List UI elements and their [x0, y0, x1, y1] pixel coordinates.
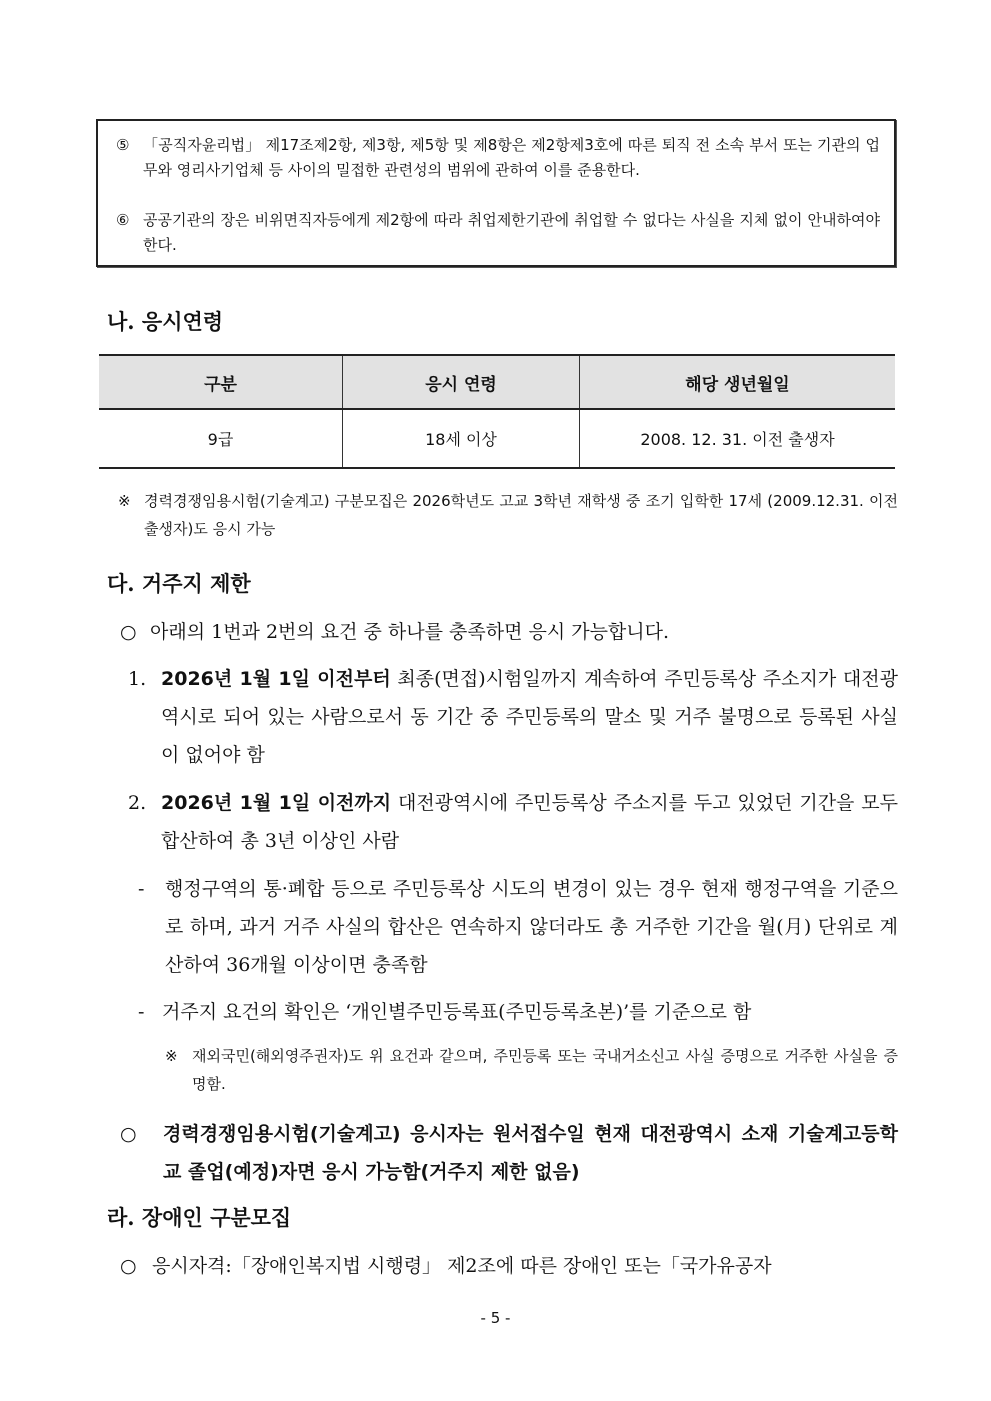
- section-heading-residence: 다. 거주지 제한: [107, 571, 251, 596]
- dash-mark: -: [138, 1001, 145, 1023]
- requirement-text: [161, 784, 898, 860]
- requirement-text: [161, 660, 898, 774]
- dash-item-1: [138, 870, 898, 984]
- law-excerpt-box: [96, 119, 896, 267]
- intro-text: 아래의 1번과 2번의 요건 중 하나를 충족하면 응시 가능합니다.: [150, 621, 670, 643]
- item-text: 「공직자윤리법」 제17조제2항, 제3항, 제5항 및 제8항은 제2항제3호에 따른 퇴직 전 소속 부서 또는 기관의 업무와 영리사기업체 등 사이의 밀접한 관련성의 범위에 관하여 이를 준용한다.: [143, 136, 880, 179]
- note-text: 재외국민(해외영주권자)도 위 요건과 같으며, 주민등록 또는 국내거소신고 사실 증명으로 거주한 사실을 증명함.: [192, 1047, 898, 1093]
- page-number: - 5 -: [480, 1309, 511, 1327]
- technical-school-note: [120, 1115, 898, 1191]
- section-heading-age: 나. 응시연령: [107, 309, 224, 334]
- technical-school-text: 경력경쟁임용시험(기술계고) 응시자는 원서접수일 현재 대전광역시 소재 기술계고등학교 졸업(예정)자면 응시 가능함(거주지 제한 없음): [163, 1123, 898, 1183]
- circle-bullet: ○: [120, 1255, 137, 1277]
- header-age: 응시 연령: [343, 355, 580, 409]
- circle-bullet: ○: [120, 1123, 137, 1145]
- item-text: 공공기관의 장은 비위면직자등에게 제2항에 따라 취업제한기관에 취업할 수 없다는 사실을 지체 없이 안내하여야 한다.: [143, 211, 880, 254]
- requirement-rest: 대전광역시에 주민등록상 주소지를 두고 있었던 기간을 모두 합산하여 총 3년 이상인 사람: [161, 792, 898, 852]
- note-mark: ※: [118, 492, 131, 510]
- eligibility-text: 응시자격:「장애인복지법 시행령」 제2조에 따른 장애인 또는「국가유공자: [152, 1255, 772, 1277]
- circle-bullet: ○: [120, 621, 137, 643]
- header-category: 구분: [99, 355, 343, 409]
- requirement-rest: 최종(면접)시험일까지 계속하여 주민등록상 주소지가 대전광역시로 되어 있는 사람으로서 동 기간 중 주민등록의 말소 및 거주 불명으로 등록된 사실이 없어야 함: [161, 668, 898, 766]
- note-mark: ※: [165, 1047, 178, 1065]
- table-header-row: [99, 355, 895, 409]
- item-number: ⑤: [116, 136, 130, 154]
- section-heading-disability: 라. 장애인 구분모집: [107, 1205, 292, 1230]
- requirement-1: [128, 660, 898, 774]
- disability-eligibility: [120, 1247, 900, 1285]
- dash-text: 행정구역의 통·폐합 등으로 주민등록상 시도의 변경이 있는 경우 현재 행정구역을 기준으로 하며, 과거 거주 사실의 합산은 연속하지 않더라도 총 거주한 기간을 월(月) 단위로 계산하여 36개월 이상이면 충족함: [165, 878, 898, 976]
- dash-mark: -: [138, 878, 145, 900]
- dash-text: 거주지 요건의 확인은 ‘개인별주민등록표(주민등록초본)’를 기준으로 함: [162, 1001, 752, 1023]
- cell-category: 9급: [99, 409, 343, 468]
- requirement-bold: 2026년 1월 1일 이전까지: [161, 792, 392, 814]
- law-item-5: [116, 133, 880, 183]
- table-row: [99, 409, 895, 468]
- age-note: [118, 487, 898, 543]
- item-number: ⑥: [116, 211, 130, 229]
- residence-sub-note: [165, 1042, 898, 1098]
- header-birthdate: 해당 생년월일: [580, 355, 896, 409]
- residence-intro: [120, 613, 900, 651]
- age-table: [99, 354, 895, 469]
- dash-item-2: [138, 993, 898, 1031]
- requirement-number: 1.: [128, 668, 147, 690]
- cell-birthdate: 2008. 12. 31. 이전 출생자: [580, 409, 896, 468]
- note-text: 경력경쟁임용시험(기술계고) 구분모집은 2026학년도 고교 3학년 재학생 중 조기 입학한 17세 (2009.12.31. 이전 출생자)도 응시 가능: [144, 492, 898, 538]
- law-item-6: [116, 208, 880, 258]
- requirement-number: 2.: [128, 792, 147, 814]
- requirement-bold: 2026년 1월 1일 이전부터: [161, 668, 391, 690]
- requirement-2: [128, 784, 898, 860]
- cell-age: 18세 이상: [343, 409, 580, 468]
